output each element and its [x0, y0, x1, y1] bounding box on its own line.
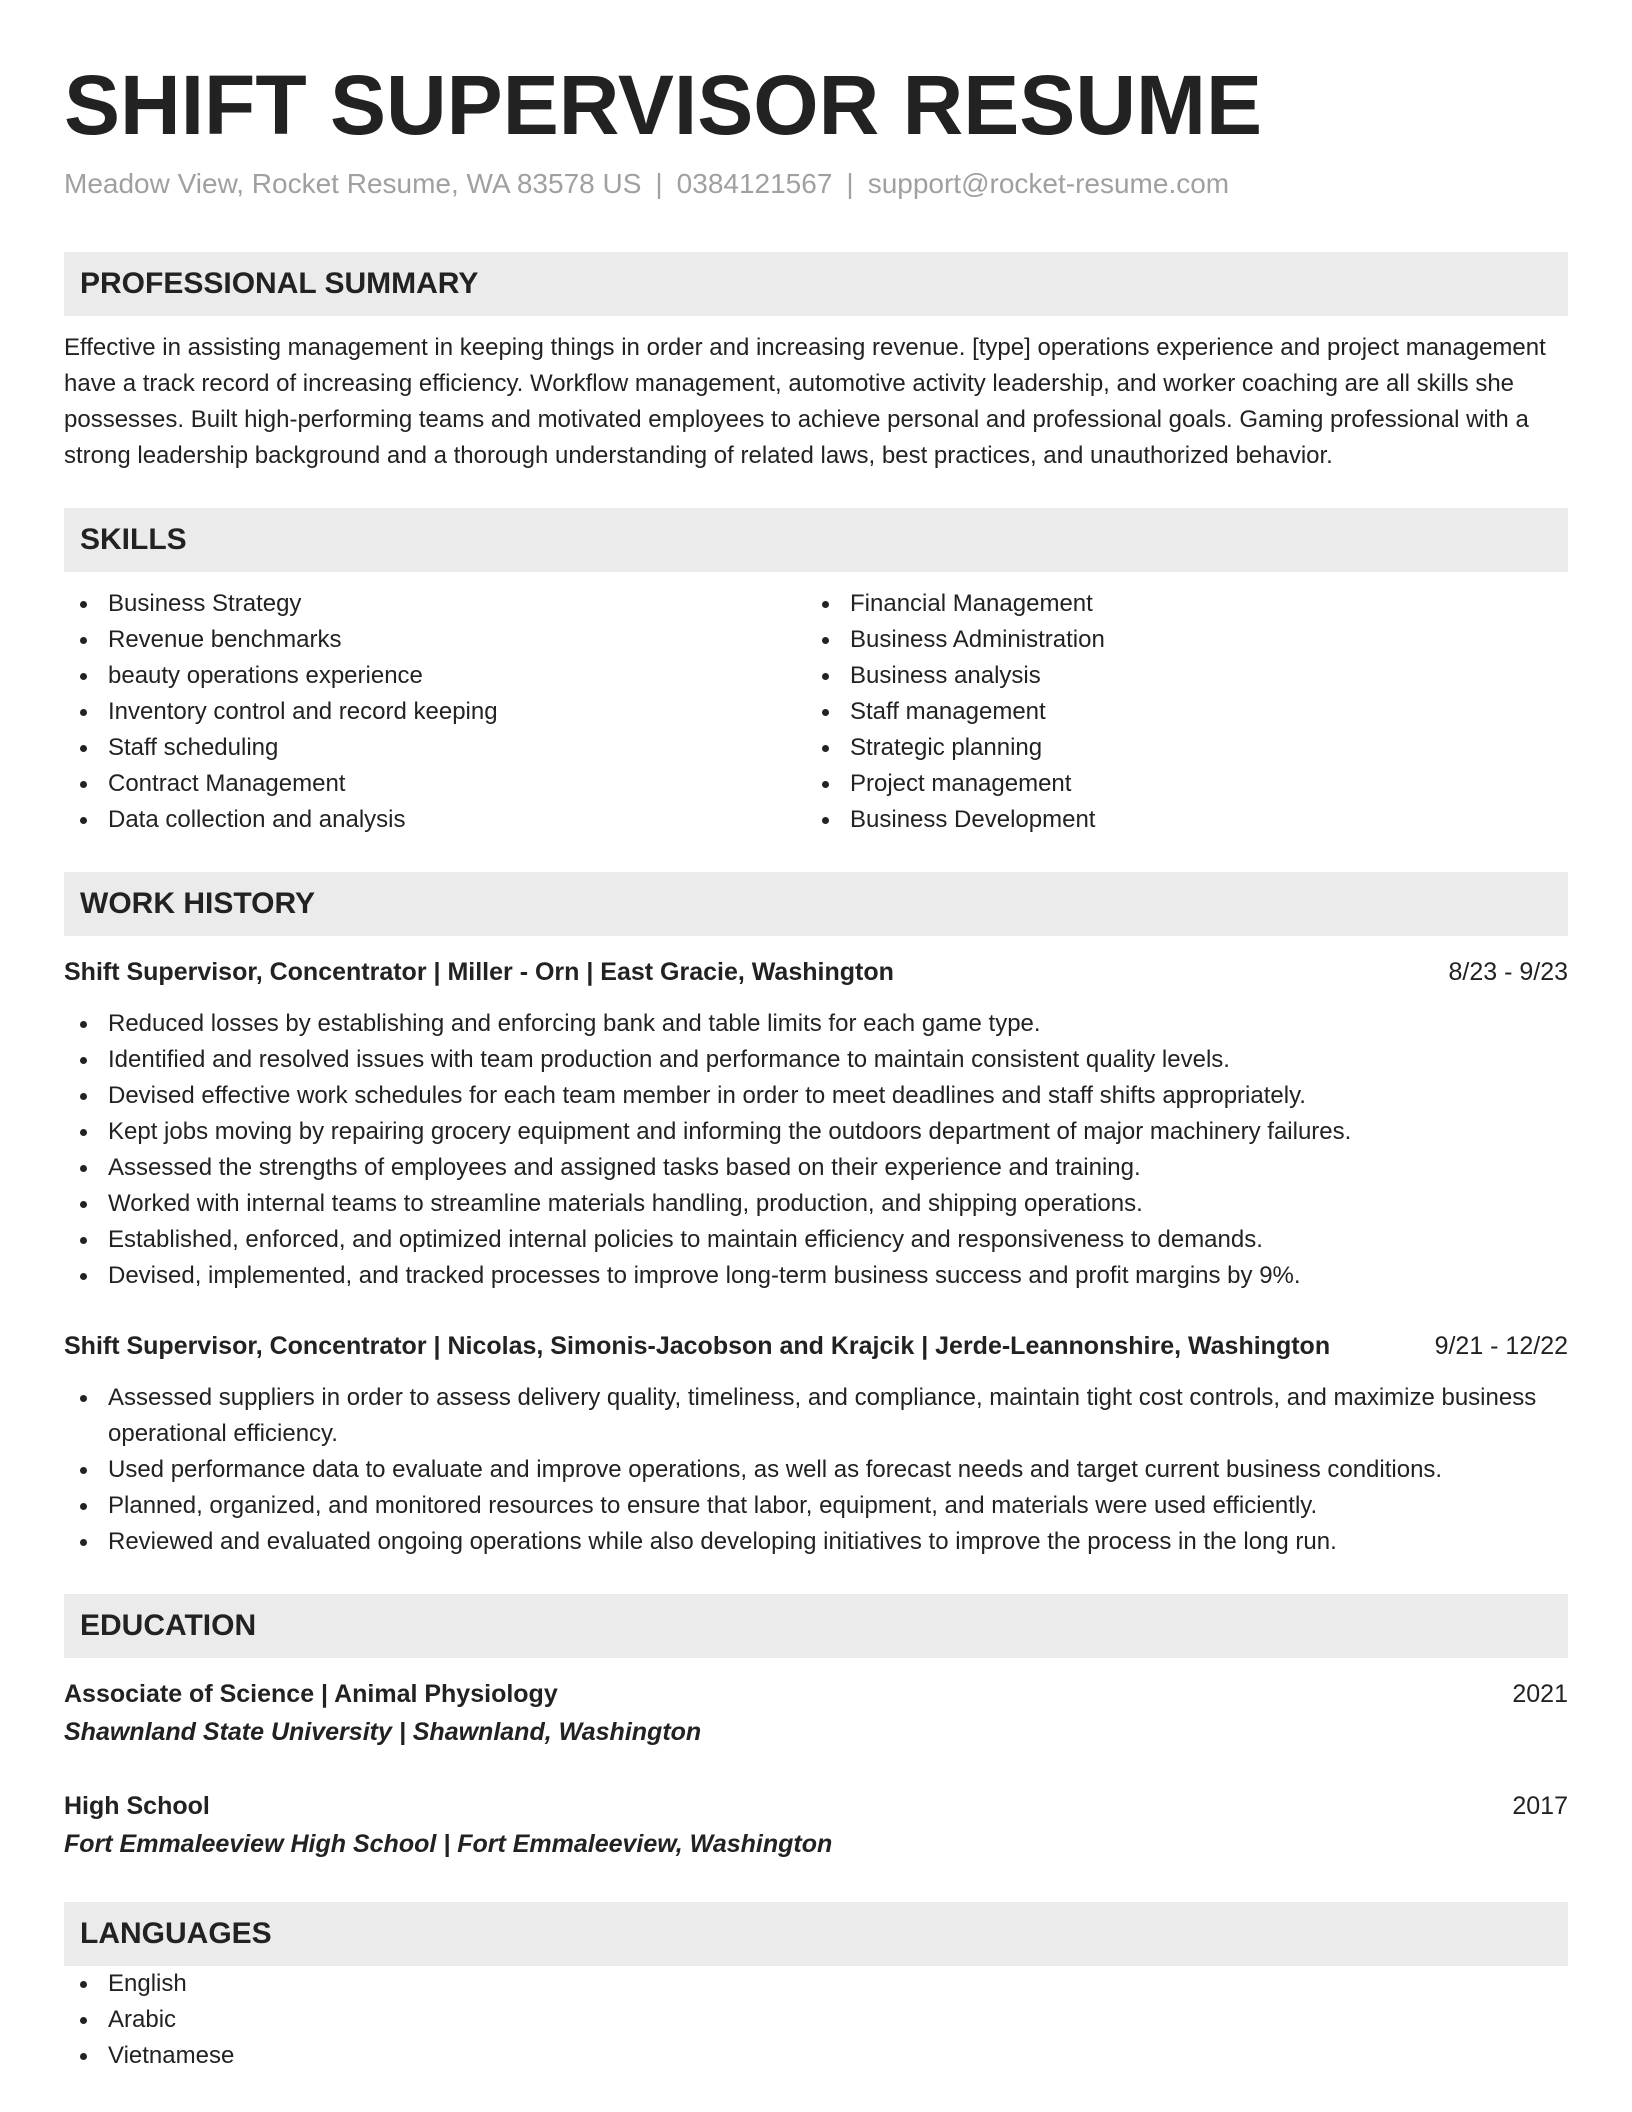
contact-address: Meadow View, Rocket Resume, WA 83578 US — [64, 168, 642, 199]
skill-item: Contract Management — [64, 766, 806, 802]
job-entry — [64, 954, 1568, 1294]
language-item: Vietnamese — [64, 2038, 1568, 2074]
skill-item: Data collection and analysis — [64, 802, 806, 838]
skill-item: Business Administration — [806, 622, 1548, 658]
job-bullet: Reduced losses by establishing and enforcing bank and table limits for each game type. — [64, 1006, 1568, 1042]
skill-item: Financial Management — [806, 586, 1548, 622]
skill-item: Business Strategy — [64, 586, 806, 622]
job-bullet: Planned, organized, and monitored resources to ensure that labor, equipment, and materials were used efficiently. — [64, 1488, 1568, 1524]
education-entry — [64, 1788, 1568, 1862]
skill-item: beauty operations experience — [64, 658, 806, 694]
contact-email: support@rocket-resume.com — [867, 168, 1230, 199]
skills-column-right — [806, 586, 1548, 838]
job-bullet: Kept jobs moving by repairing grocery equipment and informing the outdoors department of major machinery failures. — [64, 1114, 1568, 1150]
section-header-summary: PROFESSIONAL SUMMARY — [64, 252, 1568, 316]
job-dates: 9/21 - 12/22 — [1434, 1332, 1568, 1360]
education-year: 2021 — [1512, 1680, 1568, 1708]
education-school: Fort Emmaleeview High School | Fort Emmaleeview, Washington — [64, 1830, 833, 1858]
job-bullet: Devised effective work schedules for each team member in order to meet deadlines and staff shifts appropriately. — [64, 1078, 1568, 1114]
job-bullet: Assessed suppliers in order to assess delivery quality, timeliness, and compliance, maintain tight cost controls, and maximize business operational efficiency. — [64, 1380, 1568, 1452]
education-degree: Associate of Science | Animal Physiology — [64, 1680, 558, 1708]
skill-item: Business analysis — [806, 658, 1548, 694]
skill-item: Revenue benchmarks — [64, 622, 806, 658]
skills-list-left — [64, 586, 806, 838]
job-bullets — [64, 1006, 1568, 1294]
skill-item: Inventory control and record keeping — [64, 694, 806, 730]
job-title: Shift Supervisor, Concentrator | Nicolas, Simonis-Jacobson and Krajcik | Jerde-Leannonshire, Washington — [64, 1332, 1331, 1360]
education-entry — [64, 1676, 1568, 1750]
contact-separator: | — [846, 168, 854, 199]
job-bullet: Assessed the strengths of employees and assigned tasks based on their experience and training. — [64, 1150, 1568, 1186]
job-header — [64, 954, 1568, 990]
section-header-skills: SKILLS — [64, 508, 1568, 572]
job-bullet: Identified and resolved issues with team production and performance to maintain consistent quality levels. — [64, 1042, 1568, 1078]
section-header-education: EDUCATION — [64, 1594, 1568, 1658]
job-bullets — [64, 1380, 1568, 1560]
language-item: Arabic — [64, 2002, 1568, 2038]
languages-list — [64, 1966, 1568, 2074]
skill-item: Business Development — [806, 802, 1548, 838]
section-header-languages: LANGUAGES — [64, 1902, 1568, 1966]
section-header-work-history: WORK HISTORY — [64, 872, 1568, 936]
summary-text: Effective in assisting management in keeping things in order and increasing revenue. [type] operations experience and project management have a track record of increasing efficiency. Workflow management, automotive activity leadership, and worker coaching are all skills she possesses. Built high-performing teams and motivated employees to achieve personal and professional goals. Gaming professional with a strong leadership background and a thorough understanding of related laws, best practices, and unauthorized behavior. — [64, 334, 1546, 469]
language-item: English — [64, 1966, 1568, 2002]
job-header — [64, 1328, 1568, 1364]
resume-page — [64, 56, 1568, 2074]
contact-line — [64, 166, 1568, 202]
resume-title: SHIFT SUPERVISOR RESUME — [64, 58, 1262, 152]
education-degree: High School — [64, 1792, 210, 1820]
skill-item: Project management — [806, 766, 1548, 802]
contact-separator: | — [655, 168, 663, 199]
education-header — [64, 1676, 1568, 1712]
job-bullet: Established, enforced, and optimized internal policies to maintain efficiency and responsiveness to demands. — [64, 1222, 1568, 1258]
skill-item: Staff scheduling — [64, 730, 806, 766]
skills-list-right — [806, 586, 1548, 838]
job-bullet: Reviewed and evaluated ongoing operations while also developing initiatives to improve the process in the long run. — [64, 1524, 1568, 1560]
skill-item: Strategic planning — [806, 730, 1548, 766]
job-entry — [64, 1328, 1568, 1560]
education-school: Shawnland State University | Shawnland, Washington — [64, 1718, 702, 1746]
job-dates: 8/23 - 9/23 — [1448, 958, 1568, 986]
job-title: Shift Supervisor, Concentrator | Miller - Orn | East Gracie, Washington — [64, 958, 894, 986]
skills-columns — [64, 586, 1568, 838]
education-header — [64, 1788, 1568, 1824]
job-bullet: Worked with internal teams to streamline materials handling, production, and shipping operations. — [64, 1186, 1568, 1222]
job-bullet: Used performance data to evaluate and improve operations, as well as forecast needs and target current business conditions. — [64, 1452, 1568, 1488]
education-year: 2017 — [1512, 1792, 1568, 1820]
job-bullet: Devised, implemented, and tracked processes to improve long-term business success and profit margins by 9%. — [64, 1258, 1568, 1294]
contact-phone: 0384121567 — [676, 168, 833, 199]
skill-item: Staff management — [806, 694, 1548, 730]
skills-column-left — [64, 586, 806, 838]
